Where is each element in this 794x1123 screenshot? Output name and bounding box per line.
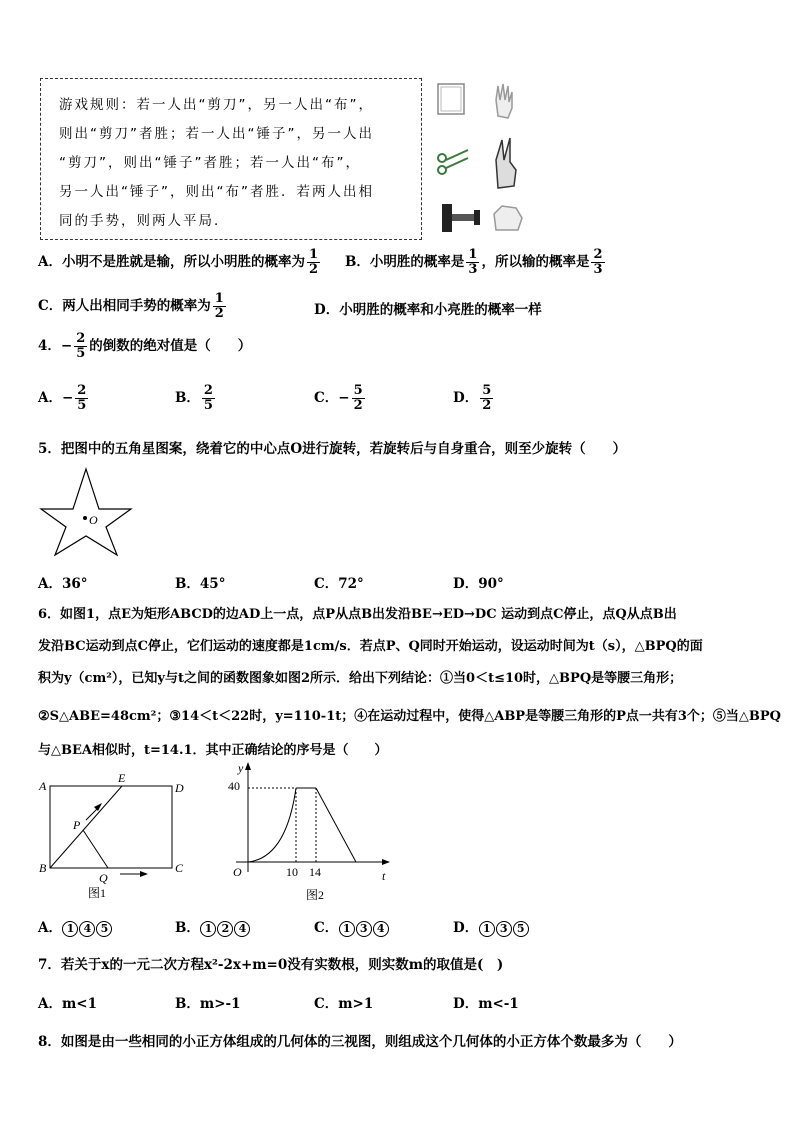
option-label: C． xyxy=(314,920,339,936)
option-label: D． xyxy=(453,920,479,936)
label-c: C xyxy=(175,861,184,875)
denominator: 3 xyxy=(593,262,603,277)
option-label: C． xyxy=(314,390,339,406)
circled-number: 2 xyxy=(217,921,233,937)
q4-option-c xyxy=(314,384,367,413)
q6-figure-1 xyxy=(36,770,196,902)
numerator: 1 xyxy=(468,247,478,262)
y-value-40: 40 xyxy=(228,779,240,793)
q3-option-b xyxy=(345,248,607,277)
q3-option-d: D．小明胜的概率和小亮胜的概率一样 xyxy=(314,302,542,318)
minus-sign: − xyxy=(60,338,73,354)
denominator: 5 xyxy=(203,398,213,413)
fraction xyxy=(213,292,226,321)
pentagram-figure xyxy=(38,466,134,558)
open-hand-icon xyxy=(496,84,512,118)
label-a: A xyxy=(39,779,47,793)
circled-number: 3 xyxy=(496,921,512,937)
numerator: 5 xyxy=(353,383,363,398)
numerator: 1 xyxy=(214,291,224,306)
q6-line: 6．如图1，点E为矩形ABCD的边AD上一点，点P从点B出发沿BE→ED→DC 运动到点C停止，点Q从点B出 xyxy=(38,607,677,622)
fraction xyxy=(466,248,479,277)
q4-number: 4． xyxy=(38,338,61,354)
numerator: 2 xyxy=(77,383,87,398)
label-b: B xyxy=(39,861,47,875)
fig1-caption: 图1 xyxy=(88,886,107,900)
circled-number: 5 xyxy=(513,921,529,937)
game-rules-box xyxy=(40,78,422,240)
center-label: O xyxy=(89,513,98,527)
q4-stem xyxy=(38,332,251,361)
denominator: 2 xyxy=(482,398,492,413)
rule-line: 同的手势，则两人平局． xyxy=(59,213,230,229)
q7-stem: 7．若关于x的一元二次方程x²-2x+m=0没有实数根，则实数m的取值是( ) xyxy=(38,957,504,973)
label-p: P xyxy=(73,818,81,832)
q6-option-c xyxy=(314,916,389,937)
numerator: 1 xyxy=(308,247,319,262)
q6-option-d xyxy=(453,916,529,937)
denominator: 2 xyxy=(308,262,319,277)
q3-option-b-text2: ，所以输的概率是 xyxy=(481,254,590,270)
q5-option-d: D．90° xyxy=(453,576,504,592)
q7-option-b: B．m>-1 xyxy=(175,996,241,1012)
q5-stem: 5．把图中的五角星图案，绕着它的中心点O进行旋转，若旋转后与自身重合，则至少旋转（ ） xyxy=(38,441,627,457)
denominator: 5 xyxy=(76,346,86,361)
label-e: E xyxy=(118,771,126,785)
circled-number: 1 xyxy=(62,921,78,937)
q4-option-d xyxy=(453,384,495,413)
numerator: 2 xyxy=(76,331,86,346)
option-label: D． xyxy=(453,390,479,406)
q6-line: ②S△ABE=48cm²；③14＜t＜22时，y=110-1t；④在运动过程中，使得△ABP是等腰三角形的P点一共有3个；⑤当△BPQ xyxy=(38,709,781,724)
option-label: A． xyxy=(38,390,62,406)
hammer-icon xyxy=(442,204,480,232)
q6-option-a xyxy=(38,916,113,937)
q6-line: 与△BEA相似时，t=14.1．其中正确结论的序号是（ ） xyxy=(38,743,388,758)
minus-sign: − xyxy=(338,390,350,406)
circled-number: 3 xyxy=(356,921,372,937)
t-value-10: 10 xyxy=(286,865,298,879)
option-label: B． xyxy=(175,920,200,936)
denominator: 3 xyxy=(468,262,478,277)
hand-gesture-images xyxy=(432,80,532,240)
minus-sign: − xyxy=(61,390,74,406)
q6-option-b xyxy=(175,916,251,937)
fraction xyxy=(591,248,604,277)
option-label: A． xyxy=(38,920,62,936)
numerator: 5 xyxy=(482,383,492,398)
q5-option-c: C．72° xyxy=(314,576,364,592)
q4-stem-text: 的倒数的绝对值是（ ） xyxy=(89,338,252,354)
axis-y-label: y xyxy=(238,761,244,775)
label-q: Q xyxy=(99,871,108,885)
q7-option-c: C．m>1 xyxy=(314,996,374,1012)
q3-option-a xyxy=(38,248,322,277)
q8-stem: 8．如图是由一些相同的小正方体组成的几何体的三视图，则组成这个几何体的小正方体个数最多为（ ） xyxy=(38,1034,682,1050)
fraction xyxy=(74,332,87,361)
denominator: 2 xyxy=(353,398,363,413)
rule-line: 游戏规则：若一人出“剪刀”，另一人出“布”， xyxy=(59,97,374,113)
origin-label: O xyxy=(233,865,242,879)
fraction xyxy=(352,384,365,413)
circled-number: 4 xyxy=(373,921,389,937)
q3-option-b-text: B．小明胜的概率是 xyxy=(345,254,465,270)
denominator: 5 xyxy=(77,398,87,413)
fist-icon xyxy=(494,206,522,230)
circled-number: 5 xyxy=(96,921,112,937)
fig2-caption: 图2 xyxy=(306,888,325,902)
fraction xyxy=(75,384,88,413)
victory-hand-icon xyxy=(496,138,516,188)
circled-number: 1 xyxy=(479,921,495,937)
scissors-icon xyxy=(438,150,468,174)
q4-option-b xyxy=(175,384,217,413)
q4-option-a xyxy=(38,384,90,413)
denominator: 2 xyxy=(214,306,224,321)
circled-number: 4 xyxy=(79,921,95,937)
circled-number: 4 xyxy=(234,921,250,937)
q6-line: 发沿BC运动到点C停止，它们运动的速度都是1cm/s．若点P、Q同时开始运动，设运动时间为t（s），△BPQ的面 xyxy=(38,639,703,654)
fraction xyxy=(202,384,215,413)
paper-icon xyxy=(438,84,464,114)
q5-option-a: A．36° xyxy=(38,576,88,592)
rule-line: 另一人出“锤子”，则出“布”者胜．若两人出相 xyxy=(59,184,374,200)
option-label: B． xyxy=(175,390,200,406)
q6-figure-2 xyxy=(224,760,394,902)
fraction xyxy=(307,248,320,277)
circled-number: 1 xyxy=(200,921,216,937)
fraction xyxy=(480,384,493,413)
axis-t-label: t xyxy=(382,869,386,883)
t-value-14: 14 xyxy=(309,865,321,879)
numerator: 2 xyxy=(203,383,213,398)
q3-option-a-text: A．小明不是胜就是输，所以小明胜的概率为 xyxy=(38,254,305,270)
q7-option-a: A．m<1 xyxy=(38,996,97,1012)
center-point xyxy=(83,516,87,520)
q6-line: 积为y（cm²），已知y与t之间的函数图象如图2所示．给出下列结论：①当0＜t≤10时，△BPQ是等腰三角形； xyxy=(38,671,683,686)
q7-option-d: D．m<-1 xyxy=(453,996,519,1012)
q3-option-c xyxy=(38,292,228,321)
label-d: D xyxy=(175,781,184,795)
numerator: 2 xyxy=(593,247,603,262)
rule-line: “剪刀”，则出“锤子”者胜；若一人出“布”， xyxy=(59,155,361,171)
circled-number: 1 xyxy=(339,921,355,937)
q5-option-b: B．45° xyxy=(175,576,226,592)
q3-option-c-text: C．两人出相同手势的概率为 xyxy=(38,298,211,314)
rule-line: 则出“剪刀”者胜；若一人出“锤子”，另一人出 xyxy=(59,126,374,142)
